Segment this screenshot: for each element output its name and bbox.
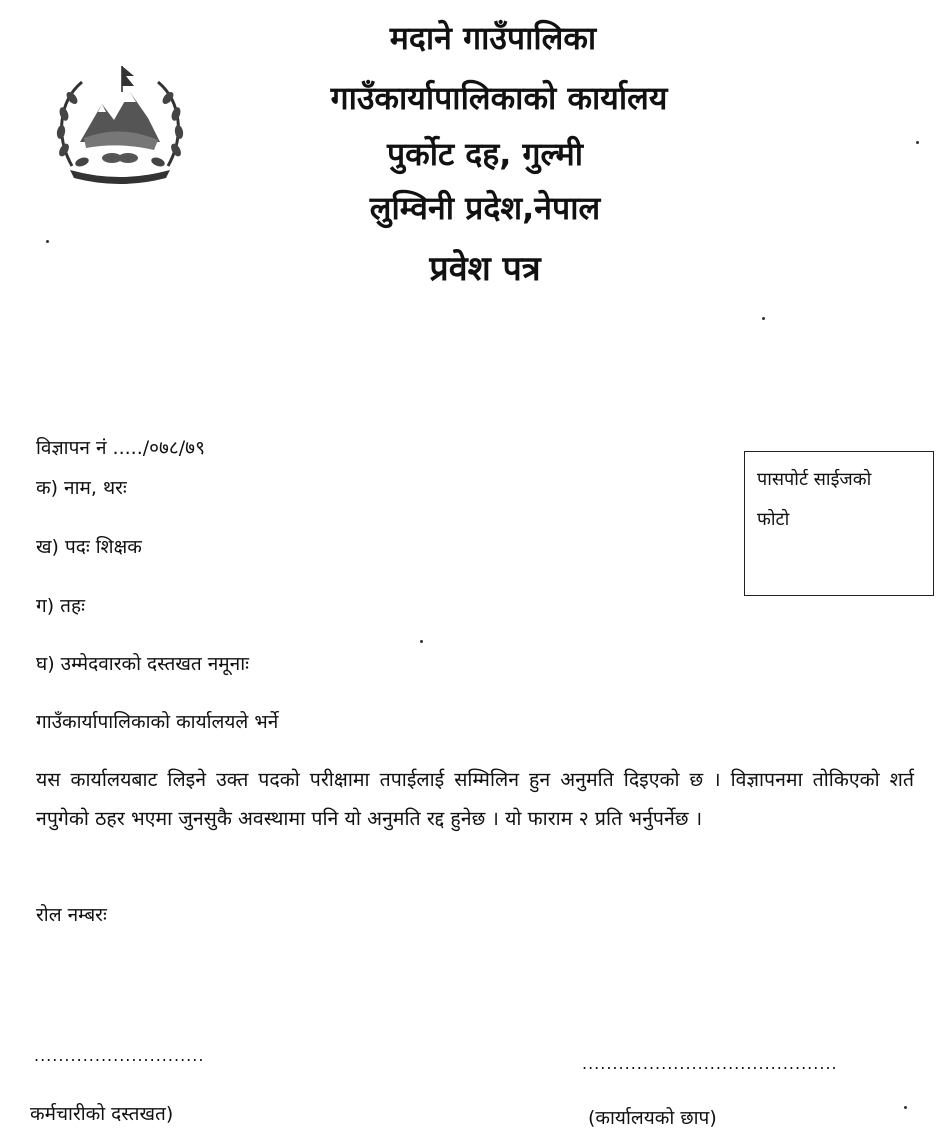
candidate-signature-label: घ) उम्मेदवारको दस्तखत नमूनाः — [36, 653, 249, 675]
photo-box-label-line2: फोटो — [757, 509, 790, 530]
scan-speck — [904, 1106, 907, 1109]
office-stamp-label: (कार्यालयको छाप) — [588, 1107, 717, 1129]
advertisement-number: विज्ञापन नं ...../०७८/७९ — [36, 437, 205, 459]
scan-speck — [762, 317, 765, 320]
staff-signature-label: कर्मचारीको दस्तखत) — [30, 1103, 174, 1125]
permission-paragraph: यस कार्यालयबाट लिइने उक्त पदको परीक्षामा तपाईलाई सम्मिलिन हुन अनुमति दिइएको छ । विज्ञापनमा तोकिएको शर्त नपुगेको ठहर भएमा जुनसुकै अवस्थामा पनि यो अनुमति रद्द हुनेछ । यो फाराम २ प्रति भर्नुपर्नेछ । — [36, 768, 914, 830]
office-name: गाउँकार्यापालिकाको कार्यालय — [330, 79, 668, 117]
post-field-label: ख) पदः शिक्षक — [36, 536, 142, 558]
level-field-label: ग) तहः — [36, 595, 85, 617]
scan-speck — [420, 640, 423, 643]
passport-photo-box — [744, 451, 934, 596]
photo-box-label-line1: पासपोर्ट साईजको — [757, 469, 872, 490]
municipality-name: मदाने गाउँपालिका — [389, 19, 597, 57]
nepal-emblem-icon — [50, 58, 190, 188]
office-address: पुर्कोट दह, गुल्मी — [386, 135, 584, 173]
staff-signature-line: ............................ — [34, 1046, 205, 1065]
scan-speck — [916, 141, 919, 144]
document-title: प्रवेश पत्र — [429, 249, 541, 289]
roll-number-label: रोल नम्बरः — [36, 904, 107, 926]
province-country: लुम्विनी प्रदेश,नेपाल — [369, 189, 601, 227]
name-field-label: क) नाम, थरः — [36, 477, 127, 499]
office-stamp-line: .......................................... — [582, 1054, 838, 1073]
office-use-heading: गाउँकार्यापालिकाको कार्यालयले भर्ने — [36, 711, 279, 733]
scan-speck — [46, 240, 49, 243]
